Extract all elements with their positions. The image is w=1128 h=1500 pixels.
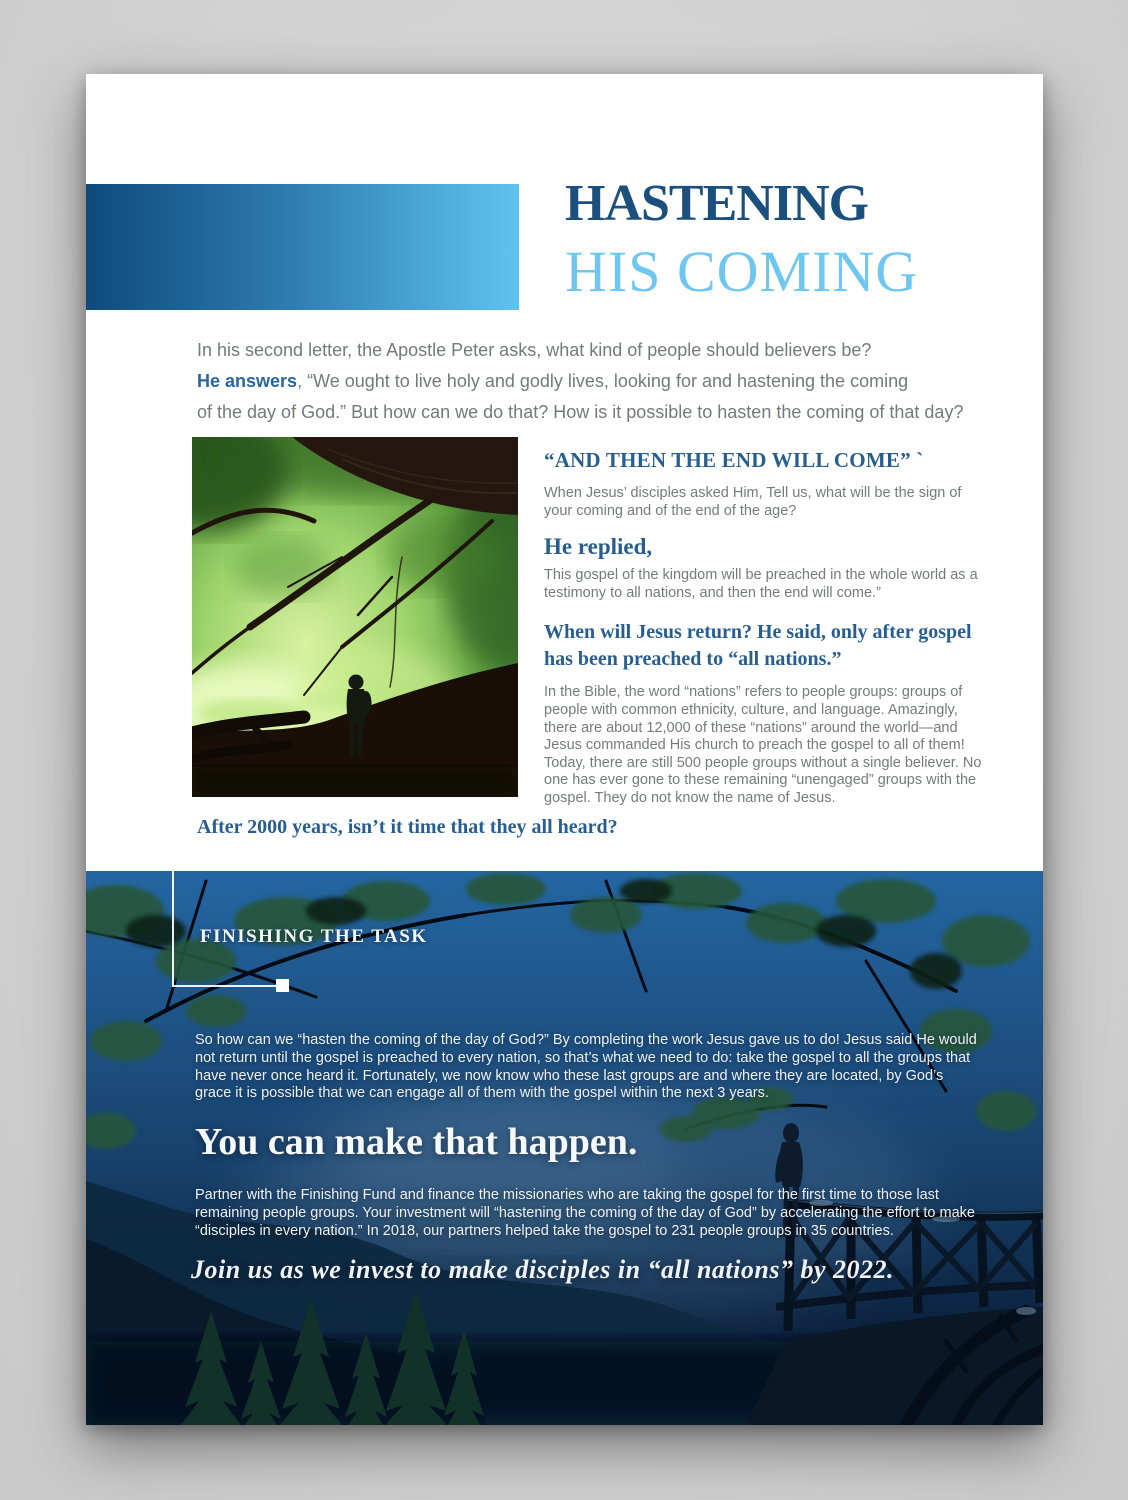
forest-photo-illustration: [192, 437, 518, 797]
finishing-para-2: Partner with the Finishing Fund and finance the missionaries who are taking the gospel for the first time to those last remaining people groups. Your investment will “hastening the coming of the day of God” by accelerating the effort to make “disciples in every nation.” In 2018, our partners helped take the gospel to 231 people groups in 35 countries.: [195, 1187, 975, 1239]
intro-paragraph: [197, 335, 1049, 428]
intro-answer-lead: He answers: [197, 371, 298, 391]
intro-line2-rest: , “We ought to live holy and godly lives, looking for and hastening the coming: [297, 371, 909, 391]
intro-line2: [197, 366, 1049, 397]
article-heading-3: When will Jesus return? He said, only after gospel has been preached to “all nations.”: [544, 621, 972, 671]
finishing-section: [86, 871, 1043, 1425]
kicker-frame-square: [276, 979, 289, 992]
article-para-2: This gospel of the kingdom will be preached in the whole world as a testimony to all nations, and then the end will come.”: [544, 567, 978, 601]
header-gradient-banner: [86, 184, 519, 310]
kicker-frame-horizontal-line: [172, 985, 278, 987]
page-title-line1: HASTENING: [565, 175, 869, 232]
callout-question: After 2000 years, isn’t it time that they all heard?: [197, 816, 618, 838]
article-column: [544, 448, 982, 822]
finishing-para-1: So how can we “hasten the coming of the day of God?” By completing the work Jesus gave us to do! Jesus said He would not return until the gospel is preached to every nation, so that’s what we need to do: take the gospel to all the groups that have never once heard it. Fortunately, we now know who these last groups are and where they are located, by God’s grace it is possible that we can engage all of them with the gospel within the next 3 years.: [195, 1032, 977, 1102]
kicker-frame-vertical-line: [172, 871, 174, 987]
finishing-cta: Join us as we invest to make disciples in “all nations” by 2022.: [191, 1255, 894, 1284]
article-para-1: When Jesus’ disciples asked Him, Tell us, what will be the sign of your coming and of the end of the age?: [544, 485, 962, 519]
article-heading-2: He replied,: [544, 534, 653, 560]
forest-photo: [192, 437, 518, 797]
intro-line3: of the day of God.” But how can we do that? How is it possible to hasten the coming of that day?: [197, 402, 964, 422]
finishing-heading: You can make that happen.: [195, 1121, 638, 1163]
article-para-3: In the Bible, the word “nations” refers to people groups: groups of people with common ethnicity, culture, and language. Amazingly, there are about 12,000 of these “nations” around the world—and Jesus commanded His church to preach the gospel to all of them! Today, there are still 500 people groups without a single believer. No one has ever gone to these remaining “unengaged” groups with the gospel. They do not know the name of Jesus.: [544, 684, 982, 806]
finishing-kicker: FINISHING THE TASK: [200, 926, 428, 947]
brochure-page: [86, 74, 1043, 1425]
page-title-line2: HIS COMING: [565, 239, 919, 304]
article-heading-1: “AND THEN THE END WILL COME” `: [544, 448, 924, 472]
intro-line1: In his second letter, the Apostle Peter asks, what kind of people should believers be?: [197, 340, 872, 360]
